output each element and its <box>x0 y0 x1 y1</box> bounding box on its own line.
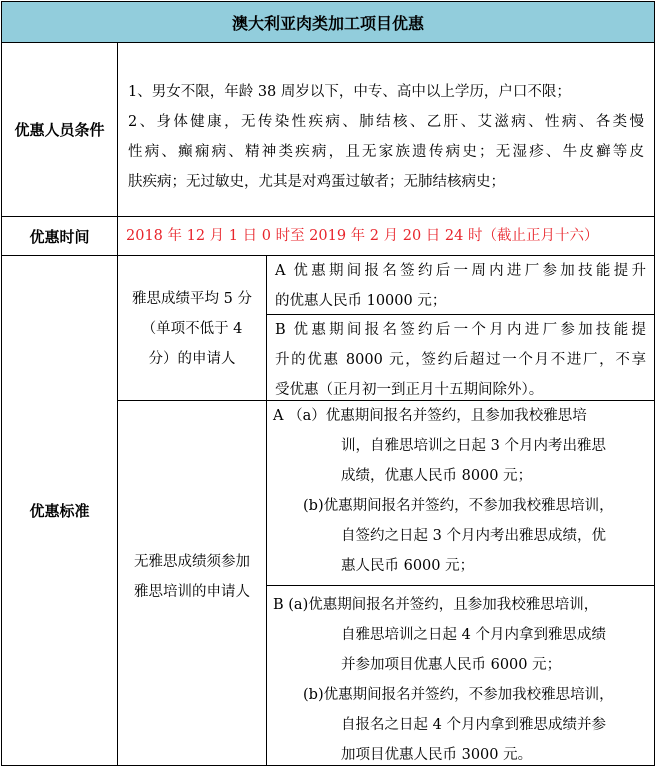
table-title: 澳大利亚肉类加工项目优惠 <box>1 1 655 43</box>
option-line: 惠人民币 6000 元； <box>341 558 475 574</box>
option-line: 训，自雅思培训之日起 3 个月内考出雅思 <box>341 438 606 454</box>
conditions-label: 优惠人员条件 <box>1 42 118 217</box>
applicant-line: 无雅思成绩须参加 <box>134 554 250 570</box>
option-line: 成绩，优惠人民币 8000 元； <box>341 468 533 484</box>
option-line: 升的优惠 8000 元，签约后超过一个月不进厂，不享 <box>275 352 646 368</box>
option-line: B (a)优惠期间报名并签约，且参加我校雅思培训， <box>273 597 599 613</box>
option-line: 自雅思培训之日起 4 个月内拿到雅思成绩 <box>341 627 606 643</box>
group2-option-b <box>266 585 655 766</box>
group2-applicant <box>117 400 267 766</box>
option-line: 自签约之日起 3 个月内考出雅思成绩，优 <box>341 528 606 544</box>
group1-option-a <box>266 255 655 315</box>
conditions-line: 肤疾病；无过敏史，尤其是对鸡蛋过敏者；无肺结核病史； <box>128 174 505 190</box>
conditions-line: 性病、癫痫病、精神类疾病，且无家族遗传病史；无湿疹、牛皮癣等皮 <box>128 144 644 160</box>
option-line: (b)优惠期间报名并签约，不参加我校雅思培训， <box>303 687 614 703</box>
standard-label: 优惠标准 <box>1 255 118 766</box>
group1-option-b <box>266 314 655 401</box>
conditions-content <box>117 42 655 217</box>
option-line: 加项目优惠人民币 3000 元。 <box>341 747 533 763</box>
option-line: (b)优惠期间报名并签约，不参加我校雅思培训， <box>303 498 614 514</box>
option-line: B 优惠期间报名签约后一个月内进厂参加技能提 <box>275 322 646 338</box>
conditions-line: 2、身体健康，无传染性疾病、肺结核、乙肝、艾滋病、性病、各类慢 <box>128 114 644 130</box>
time-value <box>117 216 655 256</box>
time-value-text: 2018 年 12 月 1 日 0 时至 2019 年 2 月 20 日 24 时（截止正月十六） <box>126 228 599 244</box>
option-line: A （a）优惠期间报名并签约，且参加我校雅思培 <box>273 408 587 424</box>
option-line: 受优惠（正月初一到正月十五期间除外）。 <box>275 382 544 398</box>
applicant-line: （单项不低于 4 <box>141 321 243 337</box>
conditions-line: 1、男女不限，年龄 38 周岁以下，中专、高中以上学历，户口不限； <box>128 84 571 100</box>
option-line: 并参加项目优惠人民币 6000 元； <box>341 657 562 673</box>
applicant-line: 雅思成绩平均 5 分 <box>132 291 252 307</box>
option-line: 自报名之日起 4 个月内拿到雅思成绩并参 <box>341 717 606 733</box>
applicant-line: 分）的申请人 <box>148 351 236 367</box>
option-line: 的优惠人民币 10000 元； <box>275 293 447 309</box>
applicant-line: 雅思培训的申请人 <box>134 584 250 600</box>
group1-applicant <box>117 255 267 401</box>
time-label: 优惠时间 <box>1 216 118 256</box>
group2-option-a <box>266 400 655 586</box>
option-line: A 优惠期间报名签约后一周内进厂参加技能提升 <box>275 263 646 279</box>
